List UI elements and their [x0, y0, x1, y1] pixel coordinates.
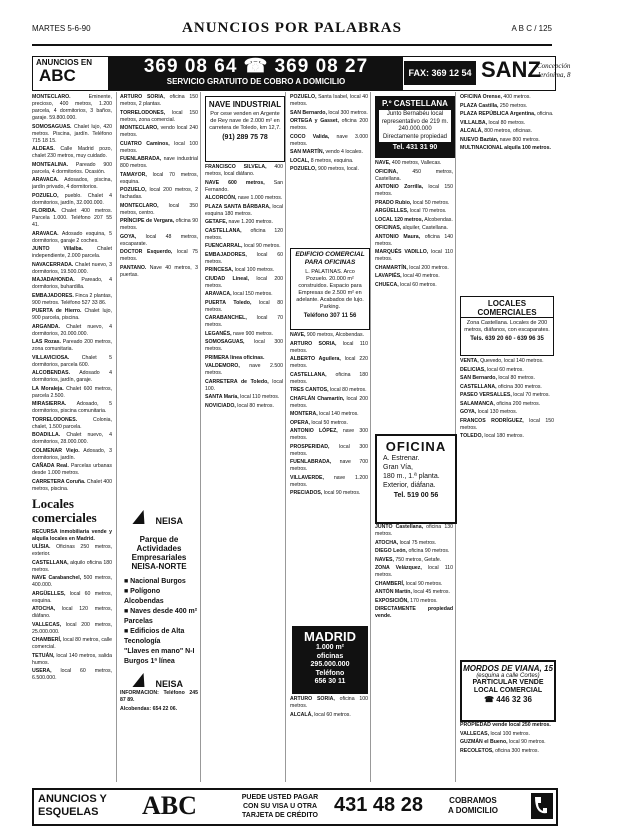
classified-ad: ORTEGA y Gasset, oficina 200 metros.	[290, 118, 368, 131]
footer-phone: 431 48 28	[334, 794, 423, 816]
classified-ad: TORRELODONES. Colonia, chalet, 1.500 parcela.	[32, 416, 112, 430]
madrid-line: 295.000.000	[310, 661, 350, 668]
classified-ad: ALCALÁ, local 60 metros.	[290, 711, 351, 718]
nave-title: NAVE INDUSTRIAL	[208, 100, 282, 109]
ads-list	[32, 529, 112, 683]
classified-ad: ALCORCÓN, nave 1.000 metros.	[205, 195, 283, 201]
classified-ad: TETUÁN, local 140 metros, salida humos.	[32, 652, 112, 666]
column-5-bottom	[375, 524, 453, 782]
banner-fax: FAX: 369 12 54	[404, 61, 476, 85]
neisa-item: ■ Nacional Burgos	[124, 578, 186, 585]
classified-ad: GOYA, local 130 metros.	[460, 409, 518, 415]
classified-ad: PRINCESA, local 100 metros.	[205, 267, 275, 273]
banner-phones-block	[109, 57, 403, 90]
ads-list	[32, 94, 112, 493]
contact-banner	[32, 56, 571, 91]
classified-ad: EXPOSICIÓN, 170 metros.	[375, 597, 438, 604]
classified-ad: FRANCOS RODRÍGUEZ, local 150 metros.	[460, 417, 554, 431]
classified-ad: VALLECAS, local 200 metros, 25.000.000.	[32, 621, 112, 635]
classified-ad: CARRETERA de Toledo, local 100.	[205, 378, 283, 392]
footer-pay	[232, 793, 328, 820]
classified-ad: MONTECLARO, local 350 metros, centro.	[120, 202, 198, 216]
classified-ad: COCO Valida, nave 3.000 metros.	[290, 133, 368, 147]
classified-ad: FUENCARRAL, local 90 metros.	[205, 243, 281, 249]
classified-ad: ARTURO SORIA, local 110 metros.	[290, 340, 368, 354]
banner-phones: 369 08 64 ☎ 369 08 27	[143, 56, 369, 77]
castellana-title: P.º CASTELLANA	[382, 99, 448, 108]
ads-list	[290, 94, 368, 173]
page-date: MARTES 5-6-90	[32, 24, 91, 33]
column-4-top	[290, 94, 368, 244]
classified-ad: ARGÜELLES, local 60 metros, esquina.	[32, 590, 112, 604]
mordos-sub: (esquina a calle Cortes)	[476, 673, 540, 679]
classified-ad: GETAFE, nave 1.200 metros.	[205, 219, 273, 225]
classified-ad: MONTECLARO, vendo local 240 metros.	[120, 125, 198, 138]
classified-ad: OFICINA, 450 metros, Castellana.	[375, 168, 453, 182]
mordos-line: PARTICULAR VENDE	[472, 679, 544, 686]
classified-ad: PLAZA SANTA BÁRBARA, local esquina 180 metros.	[205, 203, 283, 217]
classified-ad: BOADILLA. Chalet nuevo, 4 dormitorios, 28.000.000.	[32, 432, 112, 445]
classified-ad: DELICIAS, local 60 metros.	[460, 366, 524, 373]
footer-pay-line: PUEDE USTED PAGAR	[241, 794, 319, 801]
castellana-line: Directamente propiedad	[382, 133, 448, 140]
classified-ad: ULÍSIA. Oficinas 250 metros, exterior.	[32, 544, 112, 557]
sanz-address-line: Jerónima, 8	[537, 71, 571, 79]
classified-ad: MONTERA, local 140 metros.	[290, 411, 359, 417]
sanz-logo: SANZ	[481, 57, 541, 82]
classified-ad: VILLAVICIOSA. Chalet 5 dormitorios, parcela 600.	[32, 354, 112, 368]
column-6-bottom	[460, 722, 554, 782]
footer-banner	[32, 788, 558, 826]
classified-ad: SAN Bernardo, local 300 metros.	[290, 109, 368, 116]
castellana-line: 240.000.000	[398, 126, 432, 132]
footer-pay-line: TARJETA DE CRÉDITO	[242, 812, 318, 819]
classified-ad: TAMAYOR, local 70 metros, esquina.	[120, 171, 198, 185]
classified-ad: EMBAJADORES. Finca 2 plantas, 900 metros. Teléfono 527 33 86.	[32, 292, 112, 306]
classified-ad: PANTANO. Nave 40 metros, 3 puertas.	[120, 264, 198, 278]
oficina-ad	[375, 434, 457, 524]
column-3	[205, 164, 283, 782]
neisa-arrow-icon	[132, 673, 149, 687]
classified-ad: TOLEDO, local 180 metros.	[460, 433, 524, 439]
classified-ad: ARAVACA, local 150 metros.	[205, 291, 273, 297]
classified-ad: PROSPERIDAD, local 300 metros.	[290, 443, 368, 457]
neisa-item: ■ Polígono Alcobendas	[124, 588, 164, 605]
classified-ad: CASTELLANA, oficina 300 metros.	[460, 383, 542, 390]
classified-ad: PRÍNCIPE de Vergara, oficina 90 metros.	[120, 218, 198, 231]
classified-ad: JUNTO Villalba. Chalet independiente, 2.000 parcela.	[32, 246, 112, 259]
page-header	[32, 20, 552, 46]
classified-ad: ARTURO SORIA, oficina 100 metros.	[290, 696, 368, 709]
classified-ad: SAN MARTÍN, vendo 4 locales.	[290, 149, 363, 155]
classified-ad: CARABANCHEL, local 70 metros.	[205, 315, 283, 328]
castellana-lines	[380, 111, 450, 141]
classified-ad: MIRASIERRA. Adosado, 5 dormitorios, piscina comunitaria.	[32, 401, 112, 414]
classified-ad: SOMOSAGUAS. Chalet lujo, 420 metros. Piscina, jardín. Teléfono 715 18 15.	[32, 123, 112, 144]
classified-ad: ANTONIO LÓPEZ, nave 300 metros.	[290, 428, 368, 441]
column-4-bottom	[290, 696, 368, 782]
classified-ad: POZUELO, Santa Isabel, local 40 metros.	[290, 94, 368, 107]
phone-handset-icon	[531, 793, 553, 819]
mordos-viana-ad	[460, 660, 556, 722]
oficina-line: A. Estrenar.	[383, 455, 420, 462]
footer-collect	[448, 796, 498, 816]
madrid-lines	[293, 644, 367, 687]
edificio-phone: Teléfono 307 11 56	[303, 313, 357, 319]
ads-list	[205, 164, 283, 410]
footer-left-line: ESQUELAS	[38, 806, 99, 818]
classified-ad: RECURSA inmobiliaria vende y alquila locales en Madrid.	[32, 528, 112, 542]
classified-ad: CHAMBERÍ, local 80 metros, calle comercial.	[32, 637, 112, 650]
classified-ad: DOCTOR Esquerdo, local 75 metros.	[120, 249, 198, 262]
classified-ad: NUEVO Baztán, nave 800 metros.	[460, 136, 540, 143]
classified-ad: VALLECAS, local 100 metros.	[460, 730, 530, 737]
nave-phone: (91) 289 75 78	[222, 134, 268, 141]
nave-text: Por cese venden en Argente de Rey nave de 2.000 m² en carretera de Toledo, km 12,7.	[209, 111, 281, 131]
classified-ad: USERA, local 60 metros, 6.500.000.	[32, 668, 112, 681]
footer-pay-line: CON SU VISA U OTRA	[242, 803, 318, 810]
classified-ad: PRIMERA línea oficinas.	[205, 354, 265, 361]
oficina-phone: Tel. 519 00 56	[393, 492, 439, 499]
locales-comerciales-ad	[460, 296, 554, 356]
footer-collect-line: A DOMICILIO	[448, 806, 498, 815]
classified-ad: ARTURO SORIA, oficina 150 metros, 2 plantas.	[120, 94, 198, 107]
nave-industrial-ad	[205, 96, 285, 162]
classified-ad: CASTELLANA, oficina 180 metros.	[290, 371, 368, 385]
footer-abc-logo: ABC	[142, 791, 197, 820]
classified-ad: CIUDAD Lineal, local 200 metros.	[205, 275, 283, 289]
footer-collect-line: COBRAMOS	[449, 796, 497, 805]
classified-ad: COLMENAR Viejo. Adosado, 3 dormitorios, jardín.	[32, 447, 112, 461]
castellana-line: representativo de 219 m.	[381, 118, 449, 125]
ads-list	[460, 722, 554, 755]
classified-ad: CHUECA, local 60 metros.	[375, 281, 437, 288]
classified-ad: CASTELLANA, alquilo oficina 180 metros.	[32, 559, 112, 573]
edificio-title: EDIFICIO COMERCIAL PARA OFICINAS	[295, 251, 365, 266]
column-divider	[285, 92, 286, 782]
classified-ad: NAVES, 750 metros, Getafe.	[375, 556, 442, 563]
classified-ad: CHAMARTÍN, local 200 metros.	[375, 264, 449, 271]
oficina-line: 180 m., 1.ª planta.	[383, 473, 440, 480]
mordos-title: MORDOS DE VIANA, 15	[463, 664, 553, 673]
ads-list	[290, 332, 368, 497]
page-title: ANUNCIOS POR PALABRAS	[182, 20, 402, 36]
classified-ad: SAN Bernardo, local 80 metros.	[460, 375, 535, 381]
classified-ad: JUNTO Castellana, oficina 130 metros.	[375, 524, 453, 537]
classified-ad: CHAFLÁN Chamartín, local 200 metros.	[290, 395, 368, 409]
classified-ad: POZUELO, local 200 metros, 2 fachadas.	[120, 187, 198, 200]
column-2-top	[120, 94, 198, 494]
neisa-item: "Llaves en mano" N-I Burgos 1ª línea	[124, 648, 195, 665]
classified-ad: CARRETERA Coruña. Chalet 400 metros, piscina.	[32, 478, 112, 492]
classified-ad: LA Moraleja. Chalet 600 metros, parcela 2.500.	[32, 385, 112, 399]
neisa-items	[120, 577, 198, 667]
oficina-title: OFICINA	[385, 439, 447, 454]
neisa-park: Parque de Actividades Empresariales NEISA-NORTE	[131, 535, 187, 571]
madrid-oficinas-ad	[292, 626, 368, 694]
ads-list	[290, 696, 368, 719]
classified-ad: GUZMÁN el Bueno, local 90 metros.	[460, 739, 546, 745]
banner-label: ANUNCIOS EN	[36, 58, 93, 67]
neisa-item: ■ Naves desde 400 m² Parcelas	[124, 608, 198, 625]
classified-ad: PLAZA Castilla, 250 metros.	[460, 102, 528, 109]
classified-ad: DIEGO León, oficina 90 metros.	[375, 548, 450, 554]
classified-ad: LOCAL 120 metros, Alcobendas.	[375, 216, 453, 223]
classified-ad: TORRELODONES, local 150 metros, zona comercial.	[120, 109, 198, 123]
neisa-brand: NEISA	[155, 516, 183, 526]
classified-ad: ATOCHA, local 75 metros.	[375, 539, 437, 546]
classified-ad: ARAVACA. Adosado esquina, 5 dormitorios, garaje 2 coches.	[32, 230, 112, 244]
classified-ad: RECOLETOS, oficina 300 metros.	[460, 747, 539, 754]
castellana-phone: Tel. 431 31 90	[392, 144, 438, 151]
classified-ad: OPERA, local 50 metros.	[290, 419, 348, 426]
edificio-comercial-ad	[290, 248, 370, 330]
classified-ad: LAVAPIÉS, local 40 metros.	[375, 273, 440, 279]
classified-ad: ATOCHA, local 120 metros, diáfano.	[32, 606, 112, 619]
classified-ad: TRES CANTOS, local 80 metros.	[290, 387, 367, 393]
ads-list	[460, 94, 554, 152]
castellana-ad	[375, 96, 455, 158]
oficina-lines	[377, 454, 455, 490]
classified-ad: FRANCISCO SILVELA, 400 metros, local diáfano.	[205, 164, 283, 177]
classified-ad: MULTINACIONAL alquila 100 metros.	[460, 145, 551, 151]
ads-list	[460, 358, 554, 440]
sanz-address-line: Concepción	[537, 62, 571, 70]
locales-phone: Tels. 639 20 60 - 639 96 35	[470, 336, 544, 342]
classified-ad: PLAZA REPÚBLICA Argentina, oficina.	[460, 111, 554, 117]
madrid-line: oficinas	[316, 652, 344, 660]
classified-ad: CUATRO Caminos, local 100 metros.	[120, 140, 198, 154]
classified-ad: ALCALÁ, 800 metros, oficinas.	[460, 128, 533, 134]
classified-ad: MAJADAHONDA. Pareado, 4 dormitorios, buhardilla.	[32, 277, 112, 290]
madrid-line: 656 30 11	[314, 678, 346, 685]
classified-ad: NAVACERRADA. Chalet nuevo, 3 dormitorios, 19.500.000.	[32, 261, 112, 275]
classified-ad: ARAVACA. Adosados, piscina, jardín privado, 4 dormitorios.	[32, 177, 112, 190]
classified-ad: CAÑADA Real. Parcelas urbanas desde 1.000 metros.	[32, 463, 112, 476]
column-6-top	[460, 94, 554, 294]
banner-abc-block	[33, 57, 109, 90]
mordos-line: LOCAL COMERCIAL	[473, 687, 543, 694]
classified-ad: VILLALBA, local 80 metros.	[460, 119, 526, 126]
classified-ad: ALCOBENDAS. Adosado 4 dormitorios, jardín, garaje.	[32, 370, 112, 383]
classified-ad: POZUELO, 900 metros, local.	[290, 166, 359, 172]
classified-ad: CASTELLANA, oficina 120 metros.	[205, 227, 283, 241]
classified-ad: VALDEMORO, nave 2.500 metros.	[205, 363, 283, 376]
banner-service: SERVICIO GRATUITO DE COBRO A DOMICILIO	[166, 77, 346, 86]
classified-ad: LOCAL, 8 metros, esquina.	[290, 157, 354, 164]
classified-ad: DIRECTAMENTE propiedad vende.	[375, 606, 453, 619]
neisa-item: ■ Edificios de Alta Tecnología	[124, 628, 185, 645]
ads-list	[120, 690, 198, 713]
classified-ad: PRADO Rubio, local 50 metros.	[375, 199, 450, 206]
classified-ad: PROPIEDAD vende local 250 metros.	[460, 722, 551, 728]
classified-ad: CHAMBERÍ, local 90 metros.	[375, 580, 443, 587]
mordos-lines	[462, 679, 554, 695]
classified-ad: EMBAJADORES, local 60 metros.	[205, 251, 283, 265]
classified-ad: FUENLABRADA, nave 700 metros.	[290, 459, 368, 472]
neisa-brand: NEISA	[155, 679, 183, 689]
column-divider	[200, 92, 201, 782]
classified-ad: PUERTA de Hierro. Chalet lujo, 900 parcela, piscina.	[32, 308, 112, 321]
classified-ad: VILLAVERDE, nave 1.200 metros.	[290, 474, 368, 488]
column-4-mid	[290, 332, 368, 622]
ads-list	[375, 160, 453, 289]
classified-ad: LAS Rozas. Pareado 200 metros, zona comunitaria.	[32, 339, 112, 352]
locales-text: Zona Castellana. Locales de 200 metros, diáfanos, con escaparates.	[464, 320, 550, 333]
oficina-line: Gran Vía,	[383, 464, 413, 471]
classified-ad: ALDEAS. Calle Madrid pozo, chalet 230 metros, muy cuidado.	[32, 146, 112, 159]
classified-ad: ZONA Velázquez, local 110 metros.	[375, 565, 453, 578]
classified-ad: Alcobendas: 654 22 06.	[120, 705, 178, 712]
classified-ad: INFORMACIÓN: Teléfono 245 87 89.	[120, 690, 198, 703]
neisa-arrow-icon	[132, 510, 149, 524]
classified-ad: ANTONIO Maura, oficina 140 metros.	[375, 233, 453, 247]
neisa-ad	[120, 500, 198, 689]
classified-ad: ANTÓN Martín, local 45 metros.	[375, 589, 450, 595]
classified-ad: SOMOSAGUAS, local 300 metros.	[205, 339, 283, 352]
classified-ad: LEGANÉS, nave 900 metros.	[205, 330, 274, 337]
column-5-top	[375, 160, 453, 430]
classified-ad: NAVE, 400 metros, Vallecas.	[375, 160, 442, 166]
madrid-title: MADRID	[304, 629, 356, 644]
column-6-mid	[460, 358, 554, 658]
classified-ad: MONTEALINA. Pareado 900 parcela, 4 dormitorios. Ocasión.	[32, 161, 112, 175]
section-heading-locales: Locales comerciales	[32, 495, 97, 525]
madrid-line: 1.000 m²	[315, 644, 345, 651]
oficina-line: Exterior, diáfana.	[383, 482, 436, 489]
classified-ad: POZUELO, pueblo. Chalet 4 dormitorios, jardín, 32.000.000.	[32, 192, 112, 206]
column-divider	[370, 92, 371, 782]
classified-ad: SANTA María, local 110 metros.	[205, 394, 280, 400]
classified-ad: ARGÜELLES, local 70 metros.	[375, 208, 447, 214]
sanz-address	[537, 62, 570, 80]
classified-ad: FUENLABRADA, nave industrial 800 metros.	[120, 156, 198, 169]
classified-ad: PRECIADOS, local 90 metros.	[290, 490, 361, 496]
classified-ad: SALAMANCA, oficina 200 metros.	[460, 400, 541, 407]
column-2-bottom	[120, 690, 198, 782]
classified-ad: ARGANDA. Chalet nuevo, 4 dormitorios, 20.000.000.	[32, 323, 112, 337]
classified-ad: VENTA, Quevedo, local 140 metros.	[460, 358, 544, 364]
classified-ad: ANTONIO Zorrilla, local 150 metros.	[375, 184, 453, 197]
ads-list	[120, 94, 198, 279]
mordos-phone: ☎ 446 32 36	[484, 695, 532, 704]
classified-ad: ALBERTO Aguilera, local 220 metros.	[290, 356, 368, 369]
classified-ad: OFICINAS, alquiler, Castellana.	[375, 225, 448, 231]
classified-ad: PASEO VERSALLES, local 70 metros.	[460, 392, 550, 398]
classified-ad: MARQUÉS VADILLO, local 110 metros.	[375, 249, 453, 262]
ads-list	[375, 524, 453, 620]
classified-ad: NAVE Carabanchel, 500 metros, 400.000.	[32, 575, 112, 588]
page-number: A B C / 125	[511, 24, 552, 33]
classified-ad: GOYA, local 48 metros, escaparate.	[120, 233, 198, 247]
footer-left-line: ANUNCIOS Y	[38, 793, 107, 805]
classified-ad: FLORIDA. Chalet 400 metros. Parcela 1.000. Teléfono 207 55 41.	[32, 208, 112, 228]
column-1	[32, 94, 112, 784]
madrid-line: Teléfono	[315, 669, 345, 677]
classified-ad: NOVICIADO, local 80 metros.	[205, 402, 274, 409]
footer-left	[38, 793, 107, 819]
edificio-text: L. PALATINAS. Arco Pozuelo. 20.000 m² construidos. Espacio para Empresas de 2.500 m² en adelante. Acabados de lujo. Parking.	[296, 269, 364, 310]
classified-ad: PUERTA Toledo, local 80 metros.	[205, 299, 283, 313]
locales-title: LOCALES COMERCIALES	[461, 299, 553, 318]
classified-ad: MONTECLARO. Eminente, precioso, 400 metros, 1.200 parcela, 4 dormitorios, 3 baños, garaje. 59.800.000.	[32, 94, 112, 121]
abc-logo: ABC	[39, 66, 76, 85]
column-divider	[116, 92, 117, 782]
classified-ad: NAVE, 900 metros, Alcobendas.	[290, 332, 365, 338]
castellana-line: Junto Bernabéu local	[386, 111, 444, 117]
classified-ad: NAVE 600 metros, San Fernando.	[205, 179, 283, 193]
classified-ad: OFICINA Orense, 400 metros.	[460, 94, 531, 100]
